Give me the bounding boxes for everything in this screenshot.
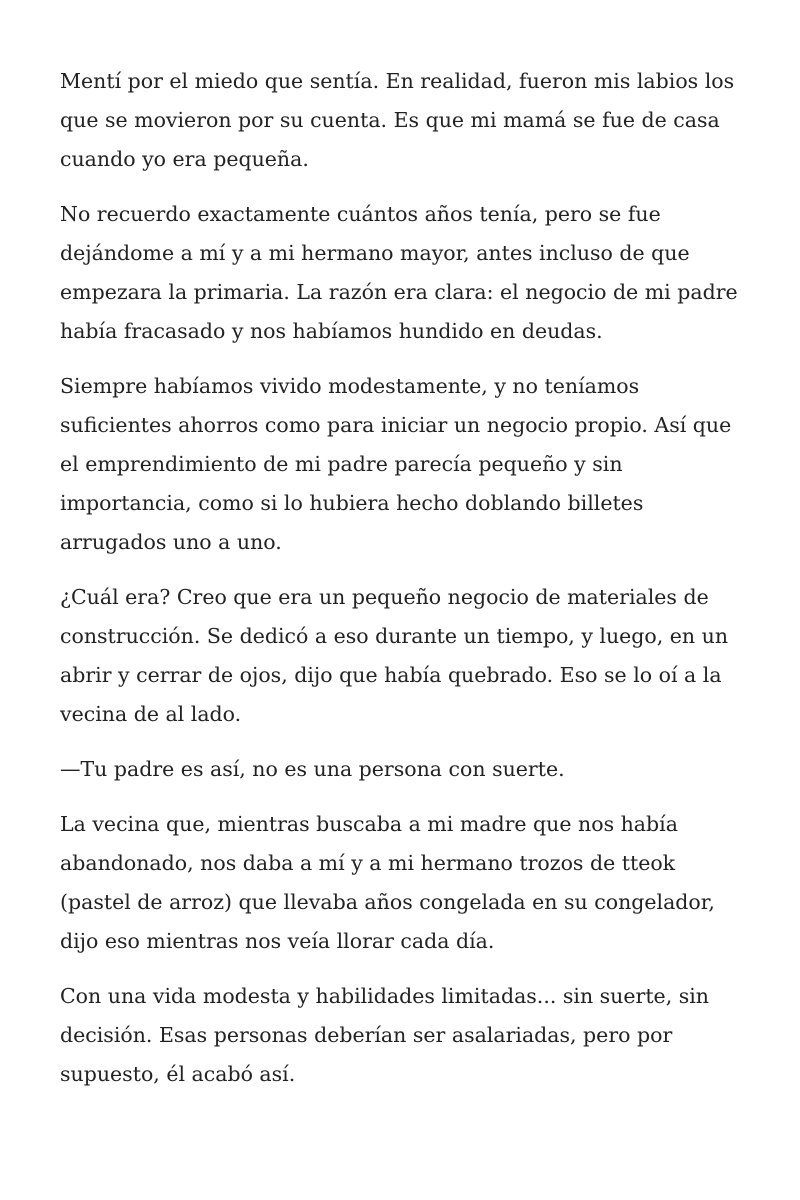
paragraph-7: Con una vida modesta y habilidades limitadas... sin suerte, sin decisión. Esas personas deberían ser asalariadas, pero por supuesto, él acabó así.	[60, 984, 710, 1086]
paragraph-6: La vecina que, mientras buscaba a mi madre que nos había abandonado, nos daba a mí y a mi hermano trozos de tteok (pastel de arroz) que llevaba años congelada en su congelador, dijo eso mientras nos veía llorar cada día.	[60, 812, 715, 953]
paragraph-3: Siempre habíamos vivido modestamente, y no teníamos suficientes ahorros como para iniciar un negocio propio. Así que el emprendimiento de mi padre parecía pequeño y sin importancia, como si lo hubiera hecho doblando billetes arrugados uno a uno.	[60, 374, 732, 554]
dialogue-line: —Tu padre es así, no es una persona con suerte.	[60, 757, 565, 781]
paragraph-2: No recuerdo exactamente cuántos años tenía, pero se fue dejándome a mí y a mi hermano mayor, antes incluso de que empezara la primaria. La razón era clara: el negocio de mi padre había fracasado y nos habíamos hundido en deudas.	[60, 202, 738, 343]
paragraph-1: Mentí por el miedo que sentía. En realidad, fueron mis labios los que se movieron por su cuenta. Es que mi mamá se fue de casa cuando yo era pequeña.	[60, 69, 735, 171]
document-page	[60, 62, 750, 1110]
paragraph-4: ¿Cuál era? Creo que era un pequeño negocio de materiales de construcción. Se dedicó a eso durante un tiempo, y luego, en un abrir y cerrar de ojos, dijo que había quebrado. Eso se lo oí a la vecina de al lado.	[60, 585, 729, 726]
